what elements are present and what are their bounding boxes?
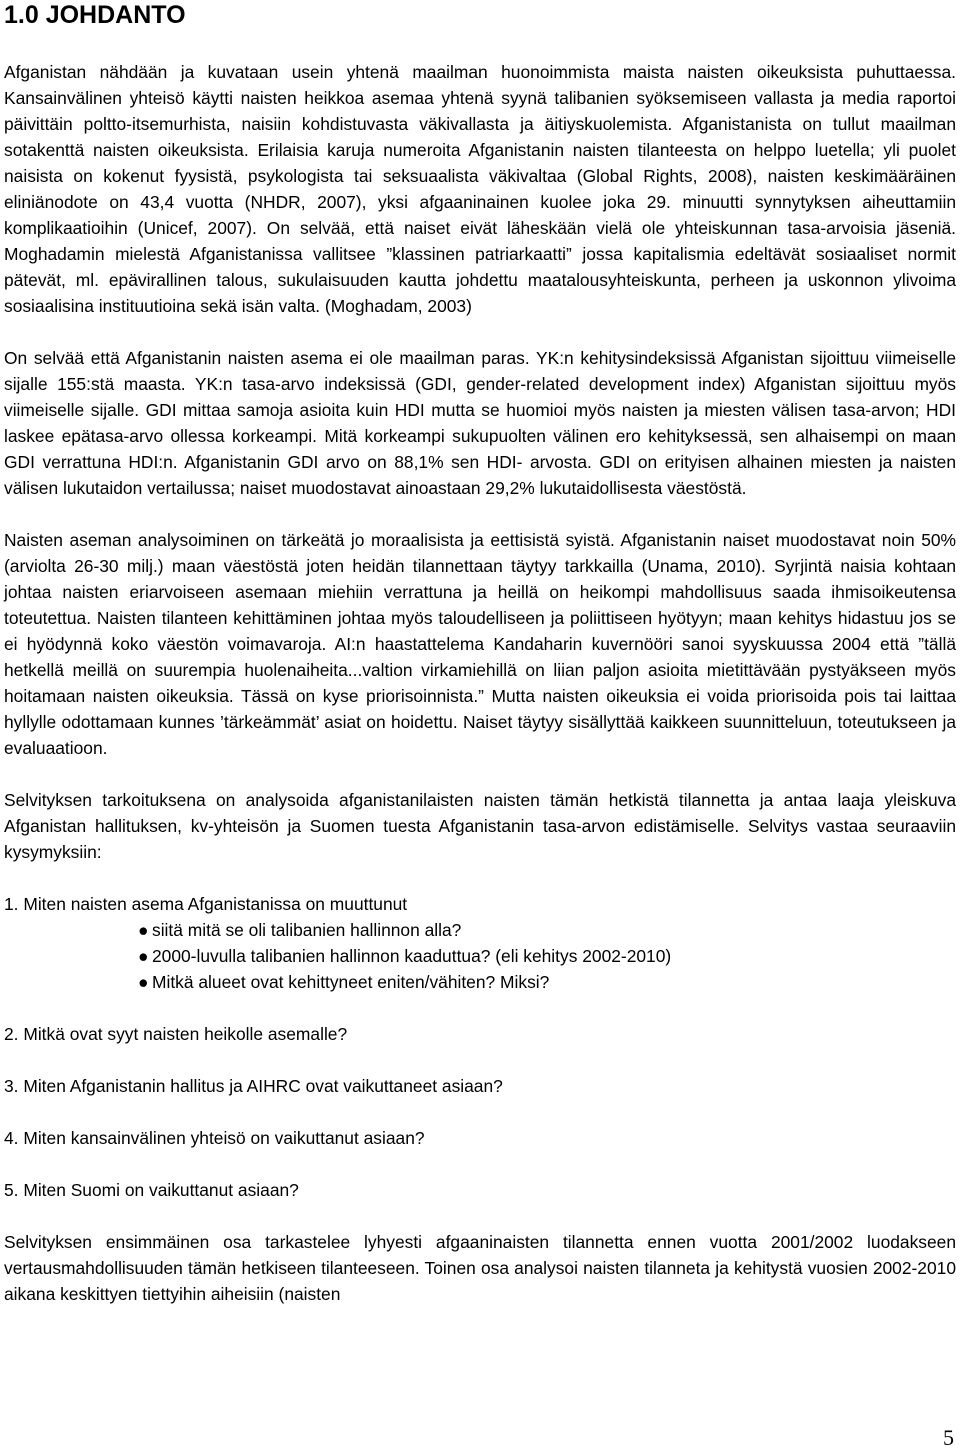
page-number: 5 — [943, 1425, 954, 1450]
list-item — [138, 969, 956, 995]
list-item — [138, 917, 956, 943]
question-3: 3. Miten Afganistanin hallitus ja AIHRC ovat vaikuttaneet asiaan? — [4, 1076, 503, 1096]
question-1: 1. Miten naisten asema Afganistanissa on muuttunut — [4, 894, 408, 914]
paragraph-2: On selvää että Afganistanin naisten asema ei ole maailman paras. YK:n kehitysindeksissä Afganistan sijoittuu viimeiselle sijalle 155:stä maasta. YK:n tasa-arvo indeksissä (GDI, gender-related development index) Afganistan sijoittuu myös viimeiselle sijalle. GDI mittaa samoja asioita kuin HDI mutta se huomioi myös naisten ja miesten välisen tasa-arvon; HDI laskee epätasa-arvo ollessa korkeampi. Mitä korkeampi sukupuolten välinen ero kehityksessä, sen alhaisempi on maan GDI verrattuna HDI:n. Afganistanin GDI arvo on 88,1% sen HDI- arvosta. GDI on erityisen alhainen miesten ja naisten välisen lukutaidon vertailussa; naiset muodostavat ainoastaan 29,2% lukutaidollisesta väestöstä. — [4, 348, 956, 498]
question-4: 4. Miten kansainvälinen yhteisö on vaikuttanut asiaan? — [4, 1128, 425, 1148]
bullet-icon: ● — [138, 972, 149, 992]
section-heading: 1.0 JOHDANTO — [4, 1, 186, 29]
paragraph-1: Afganistan nähdään ja kuvataan usein yhtenä maailman huonoimmista maista naisten oikeuksista puhuttaessa. Kansainvälinen yhteisö käytti naisten heikkoa asemaa yhtenä syynä talibanien syöksemiseen vallasta ja media raportoi päivittäin poltto-itsemurhista, naisiin kohdistuvasta väkivallasta ja äitiyskuolemista. Afganistanista on tullut maailman sotakenttä naisten oikeuksista. Erilaisia karuja numeroita Afganistanin naisten tilanteesta on helppo luetella; yli puolet naisista on kokenut fyysistä, psykologista tai seksuaalista väkivaltaa (Global Rights, 2008), naisten keskimääräinen eliniänodote on 43,4 vuotta (NHDR, 2007), yksi afgaaninainen kuolee joka 29. minuutti synnytyksen aiheuttamiin komplikaatioihin (Unicef, 2007). On selvää, että naiset eivät läheskään vielä ole yhteiskunnan tasa-arvoisia jäseniä. Moghadamin mielestä Afganistanissa vallitsee ”klassinen patriarkaatti” jossa kapitalismia edeltävät sosiaaliset normit pätevät, ml. epävirallinen talous, sukulaisuuden kautta johdettu maatalousyhteiskunta, perheen ja uskonnon ylivoima sosiaalisina instituutioina sekä isän valta. (Moghadam, 2003) — [4, 62, 956, 316]
paragraph-3: Naisten aseman analysoiminen on tärkeätä jo moraalisista ja eettisistä syistä. Afganistanin naiset muodostavat noin 50% (arviolta 26-30 milj.) maan väestöstä joten heidän tilannettaan täytyy tarkkailla (Unama, 2010). Syrjintä naisia kohtaan johtaa naisten eriarvoiseen asemaan miehiin verrattuna ja heillä on heikompi mahdollisuus saada ihmisoikeutensa toteutettua. Naisten tilanteen kehittäminen johtaa myös taloudelliseen ja poliittiseen hyötyyn; maan kehitys hidastuu jos se ei hyödynnä koko väestön voimavaroja. AI:n haastattelema Kandaharin kuvernööri sanoi syyskuussa 2004 että ”tällä hetkellä meillä on suurempia huolenaiheita...valtion virkamiehillä on liian paljon asioita mietittävään pystyäkseen myös hoitamaan naisten oikeuksia. Tässä on kyse priorisoinnista.” Mutta naisten oikeuksia ei voida priorisoida pois tai laittaa hyllylle odottamaan kunnes ’tärkeämmät’ asiat on hoidettu. Naiset täytyy sisällyttää kaikkeen suunnitteluun, toteutukseen ja evaluaatioon. — [4, 530, 956, 758]
bullet-icon: ● — [138, 946, 149, 966]
paragraph-4: Selvityksen tarkoituksena on analysoida afganistanilaisten naisten tämän hetkistä tilannetta ja antaa laaja yleiskuva Afganistan hallituksen, kv-yhteisön ja Suomen tuesta Afganistanin tasa-arvon edistämiselle. Selvitys vastaa seuraaviin kysymyksiin: — [4, 790, 956, 862]
question-2: 2. Mitkä ovat syyt naisten heikolle asemalle? — [4, 1024, 348, 1044]
sub-question-text: 2000-luvulla talibanien hallinnon kaaduttua? (eli kehitys 2002-2010) — [152, 946, 672, 966]
sub-question-text: Mitkä alueet ovat kehittyneet eniten/vähiten? Miksi? — [152, 972, 550, 992]
paragraph-final: Selvityksen ensimmäinen osa tarkastelee lyhyesti afgaaninaisten tilannetta ennen vuotta 2001/2002 luodakseen vertausmahdollisuuden tämän hetkiseen tilanteeseen. Toinen osa analysoi naisten tilanneta ja kehitystä vuosien 2002-2010 aikana keskittyen tiettyihin aiheisiin (naisten — [4, 1232, 956, 1304]
question-1-sublist — [4, 917, 956, 995]
bullet-icon: ● — [138, 920, 149, 940]
question-5: 5. Miten Suomi on vaikuttanut asiaan? — [4, 1180, 299, 1200]
list-item — [138, 943, 956, 969]
sub-question-text: siitä mitä se oli talibanien hallinnon alla? — [152, 920, 462, 940]
